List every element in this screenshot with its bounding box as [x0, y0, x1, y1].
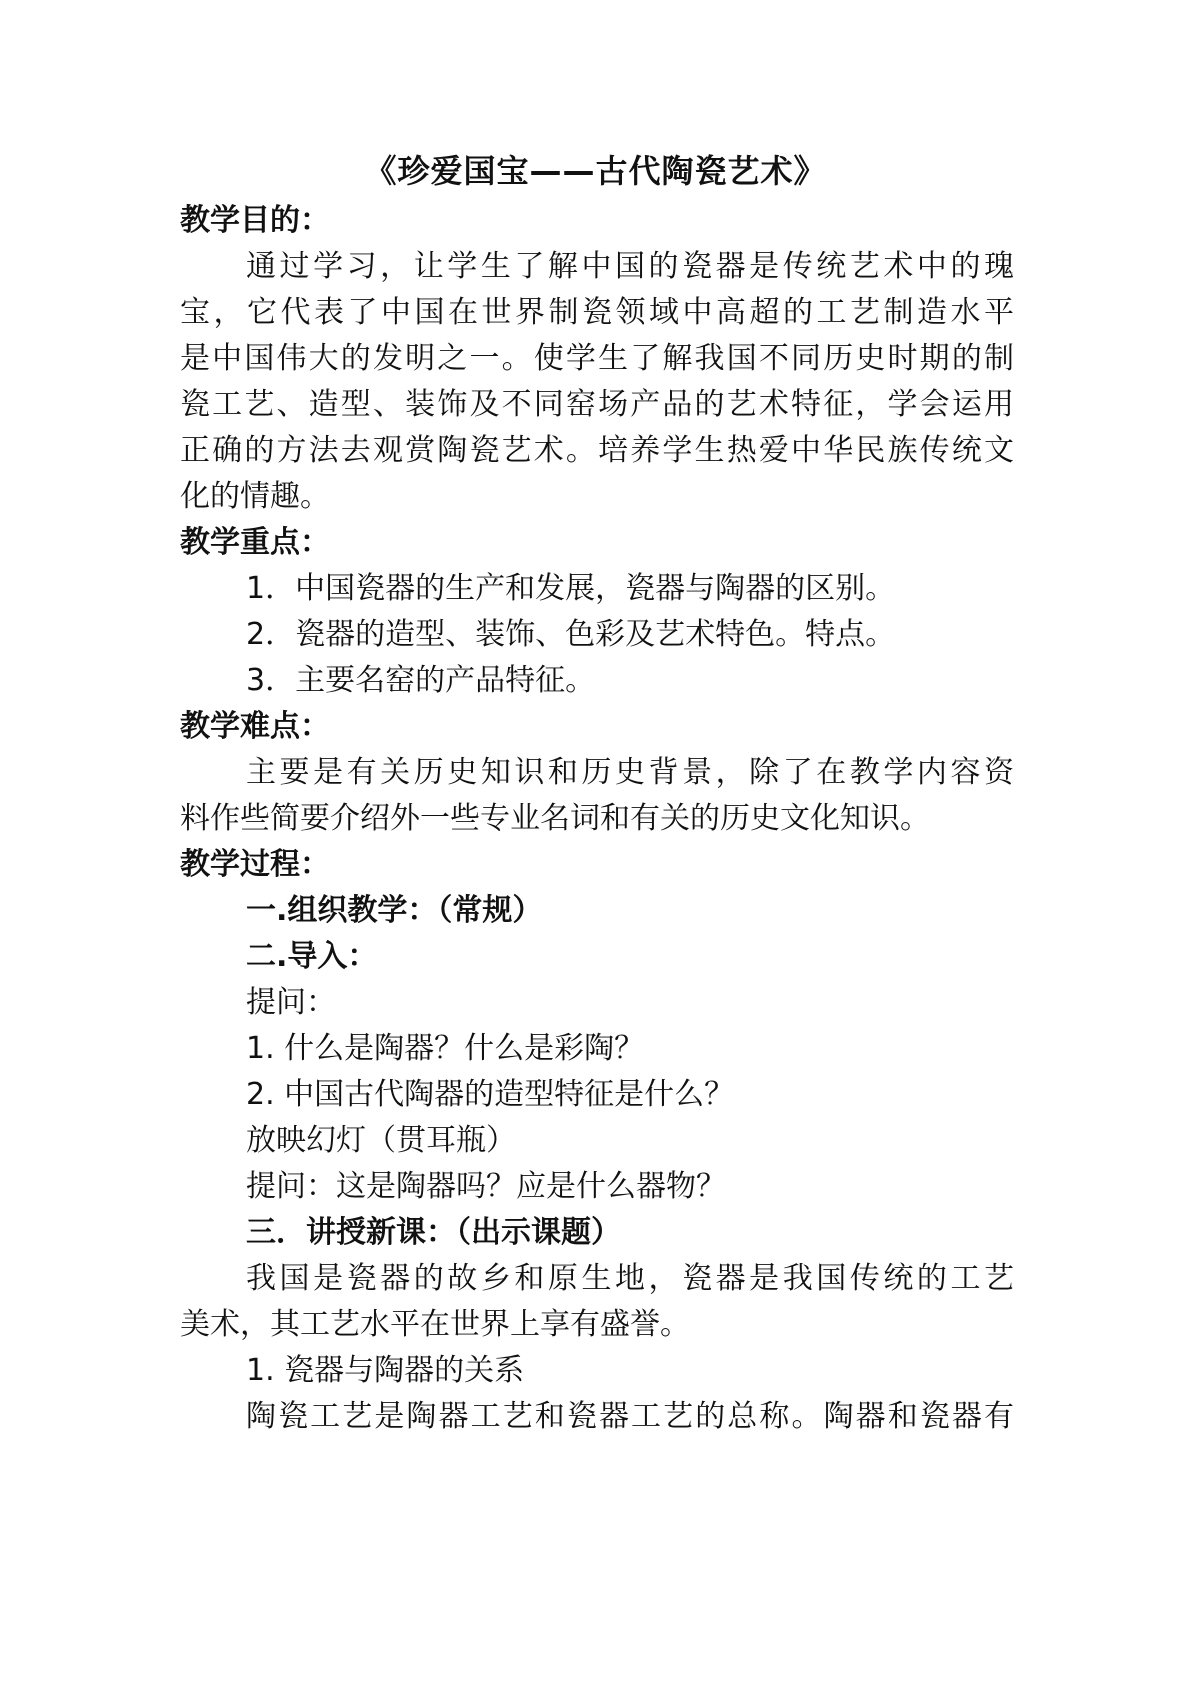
objectives-line: 是中国伟大的发明之一。使学生了解我国不同历史时期的制 — [180, 341, 1014, 376]
process-step-organize: 一.组织教学：（常规） — [246, 893, 543, 928]
objectives-line: 化的情趣。 — [180, 479, 330, 514]
difficulties-line: 料作些简要介绍外一些专业名词和有关的历史文化知识。 — [180, 801, 930, 836]
process-body-line: 陶瓷工艺是陶器工艺和瓷器工艺的总称。陶器和瓷器有 — [246, 1399, 1014, 1434]
process-question: 提问：这是陶器吗？应是什么器物？ — [246, 1169, 726, 1204]
difficulties-line: 主要是有关历史知识和历史背景，除了在教学内容资 — [246, 755, 1014, 790]
key-points-heading: 教学重点： — [180, 525, 330, 560]
key-point-item: 1．中国瓷器的生产和发展，瓷器与陶器的区别。 — [246, 571, 896, 606]
objectives-line: 通过学习，让学生了解中国的瓷器是传统艺术中的瑰 — [246, 249, 1014, 284]
difficulties-heading: 教学难点： — [180, 709, 330, 744]
process-subheading: 1. 瓷器与陶器的关系 — [246, 1353, 525, 1388]
objectives-line: 正确的方法去观赏陶瓷艺术。培养学生热爱中华民族传统文 — [180, 433, 1014, 468]
process-slide: 放映幻灯（贯耳瓶） — [246, 1123, 516, 1158]
objectives-heading: 教学目的： — [180, 203, 330, 238]
process-intro-line: 我国是瓷器的故乡和原生地，瓷器是我国传统的工艺 — [246, 1261, 1014, 1296]
key-point-item: 3．主要名窑的产品特征。 — [246, 663, 596, 698]
process-step-new-lesson: 三．讲授新课：（出示课题） — [246, 1215, 621, 1250]
process-ask-label: 提问： — [246, 985, 336, 1020]
objectives-line: 宝，它代表了中国在世界制瓷领域中高超的工艺制造水平 — [180, 295, 1014, 330]
key-point-item: 2．瓷器的造型、装饰、色彩及艺术特色。特点。 — [246, 617, 896, 652]
process-step-intro: 二.导入： — [246, 939, 378, 974]
process-intro-line: 美术，其工艺水平在世界上享有盛誉。 — [180, 1307, 690, 1342]
process-question: 1. 什么是陶器？什么是彩陶？ — [246, 1031, 645, 1066]
process-heading: 教学过程： — [180, 847, 330, 882]
document-title: 《珍爱国宝——古代陶瓷艺术》 — [364, 152, 827, 190]
process-question: 2. 中国古代陶器的造型特征是什么？ — [246, 1077, 735, 1112]
objectives-line: 瓷工艺、造型、装饰及不同窑场产品的艺术特征，学会运用 — [180, 387, 1014, 422]
